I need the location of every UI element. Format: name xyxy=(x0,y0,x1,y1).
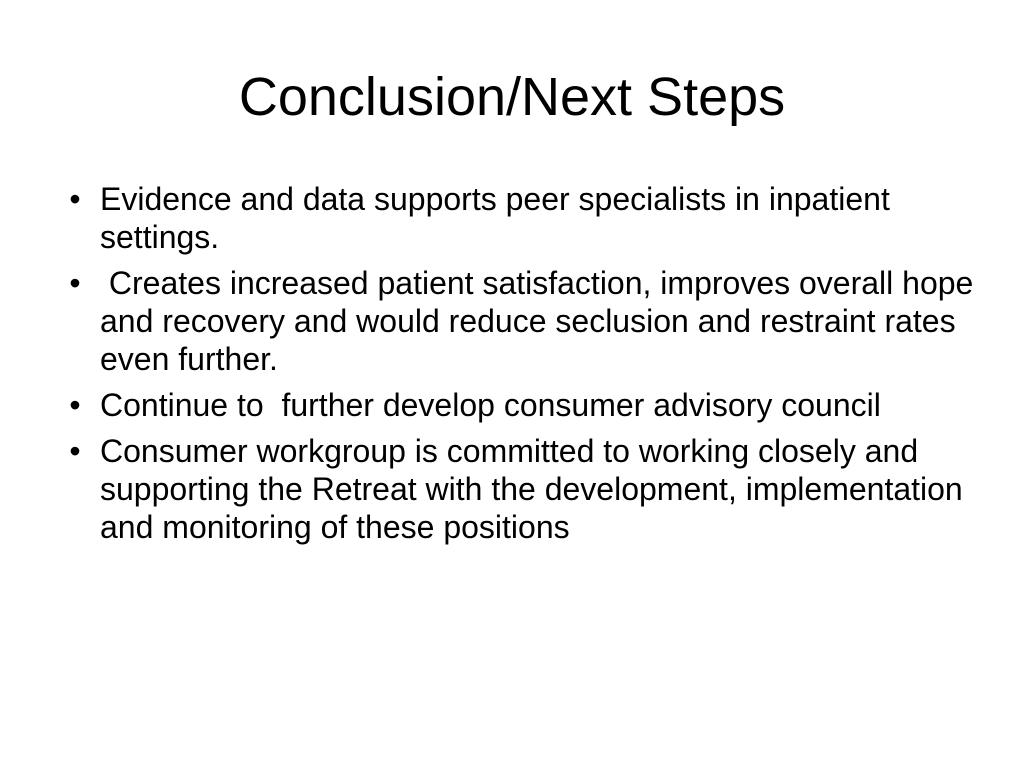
bullet-text: Creates increased patient satisfaction, improves overall hope and recovery and would reduce seclusion and restraint rates even further. xyxy=(100,265,983,377)
bullet-icon: • xyxy=(69,265,81,301)
bullet-text: Continue to further develop consumer advisory council xyxy=(100,387,881,423)
bullet-item xyxy=(60,432,980,546)
bullet-list xyxy=(60,180,983,554)
bullet-icon: • xyxy=(69,387,81,423)
slide-title: Conclusion/Next Steps xyxy=(238,67,786,127)
bullet-text: Consumer workgroup is committed to working closely and supporting the Retreat with the development, implementation and monitoring of these positions xyxy=(100,433,972,545)
bullet-item xyxy=(60,264,983,378)
bullet-item xyxy=(60,180,980,256)
bullet-item xyxy=(60,386,980,424)
bullet-icon: • xyxy=(69,433,81,469)
bullet-icon: • xyxy=(69,181,81,217)
bullet-text: Evidence and data supports peer specialists in inpatient settings. xyxy=(100,181,899,255)
